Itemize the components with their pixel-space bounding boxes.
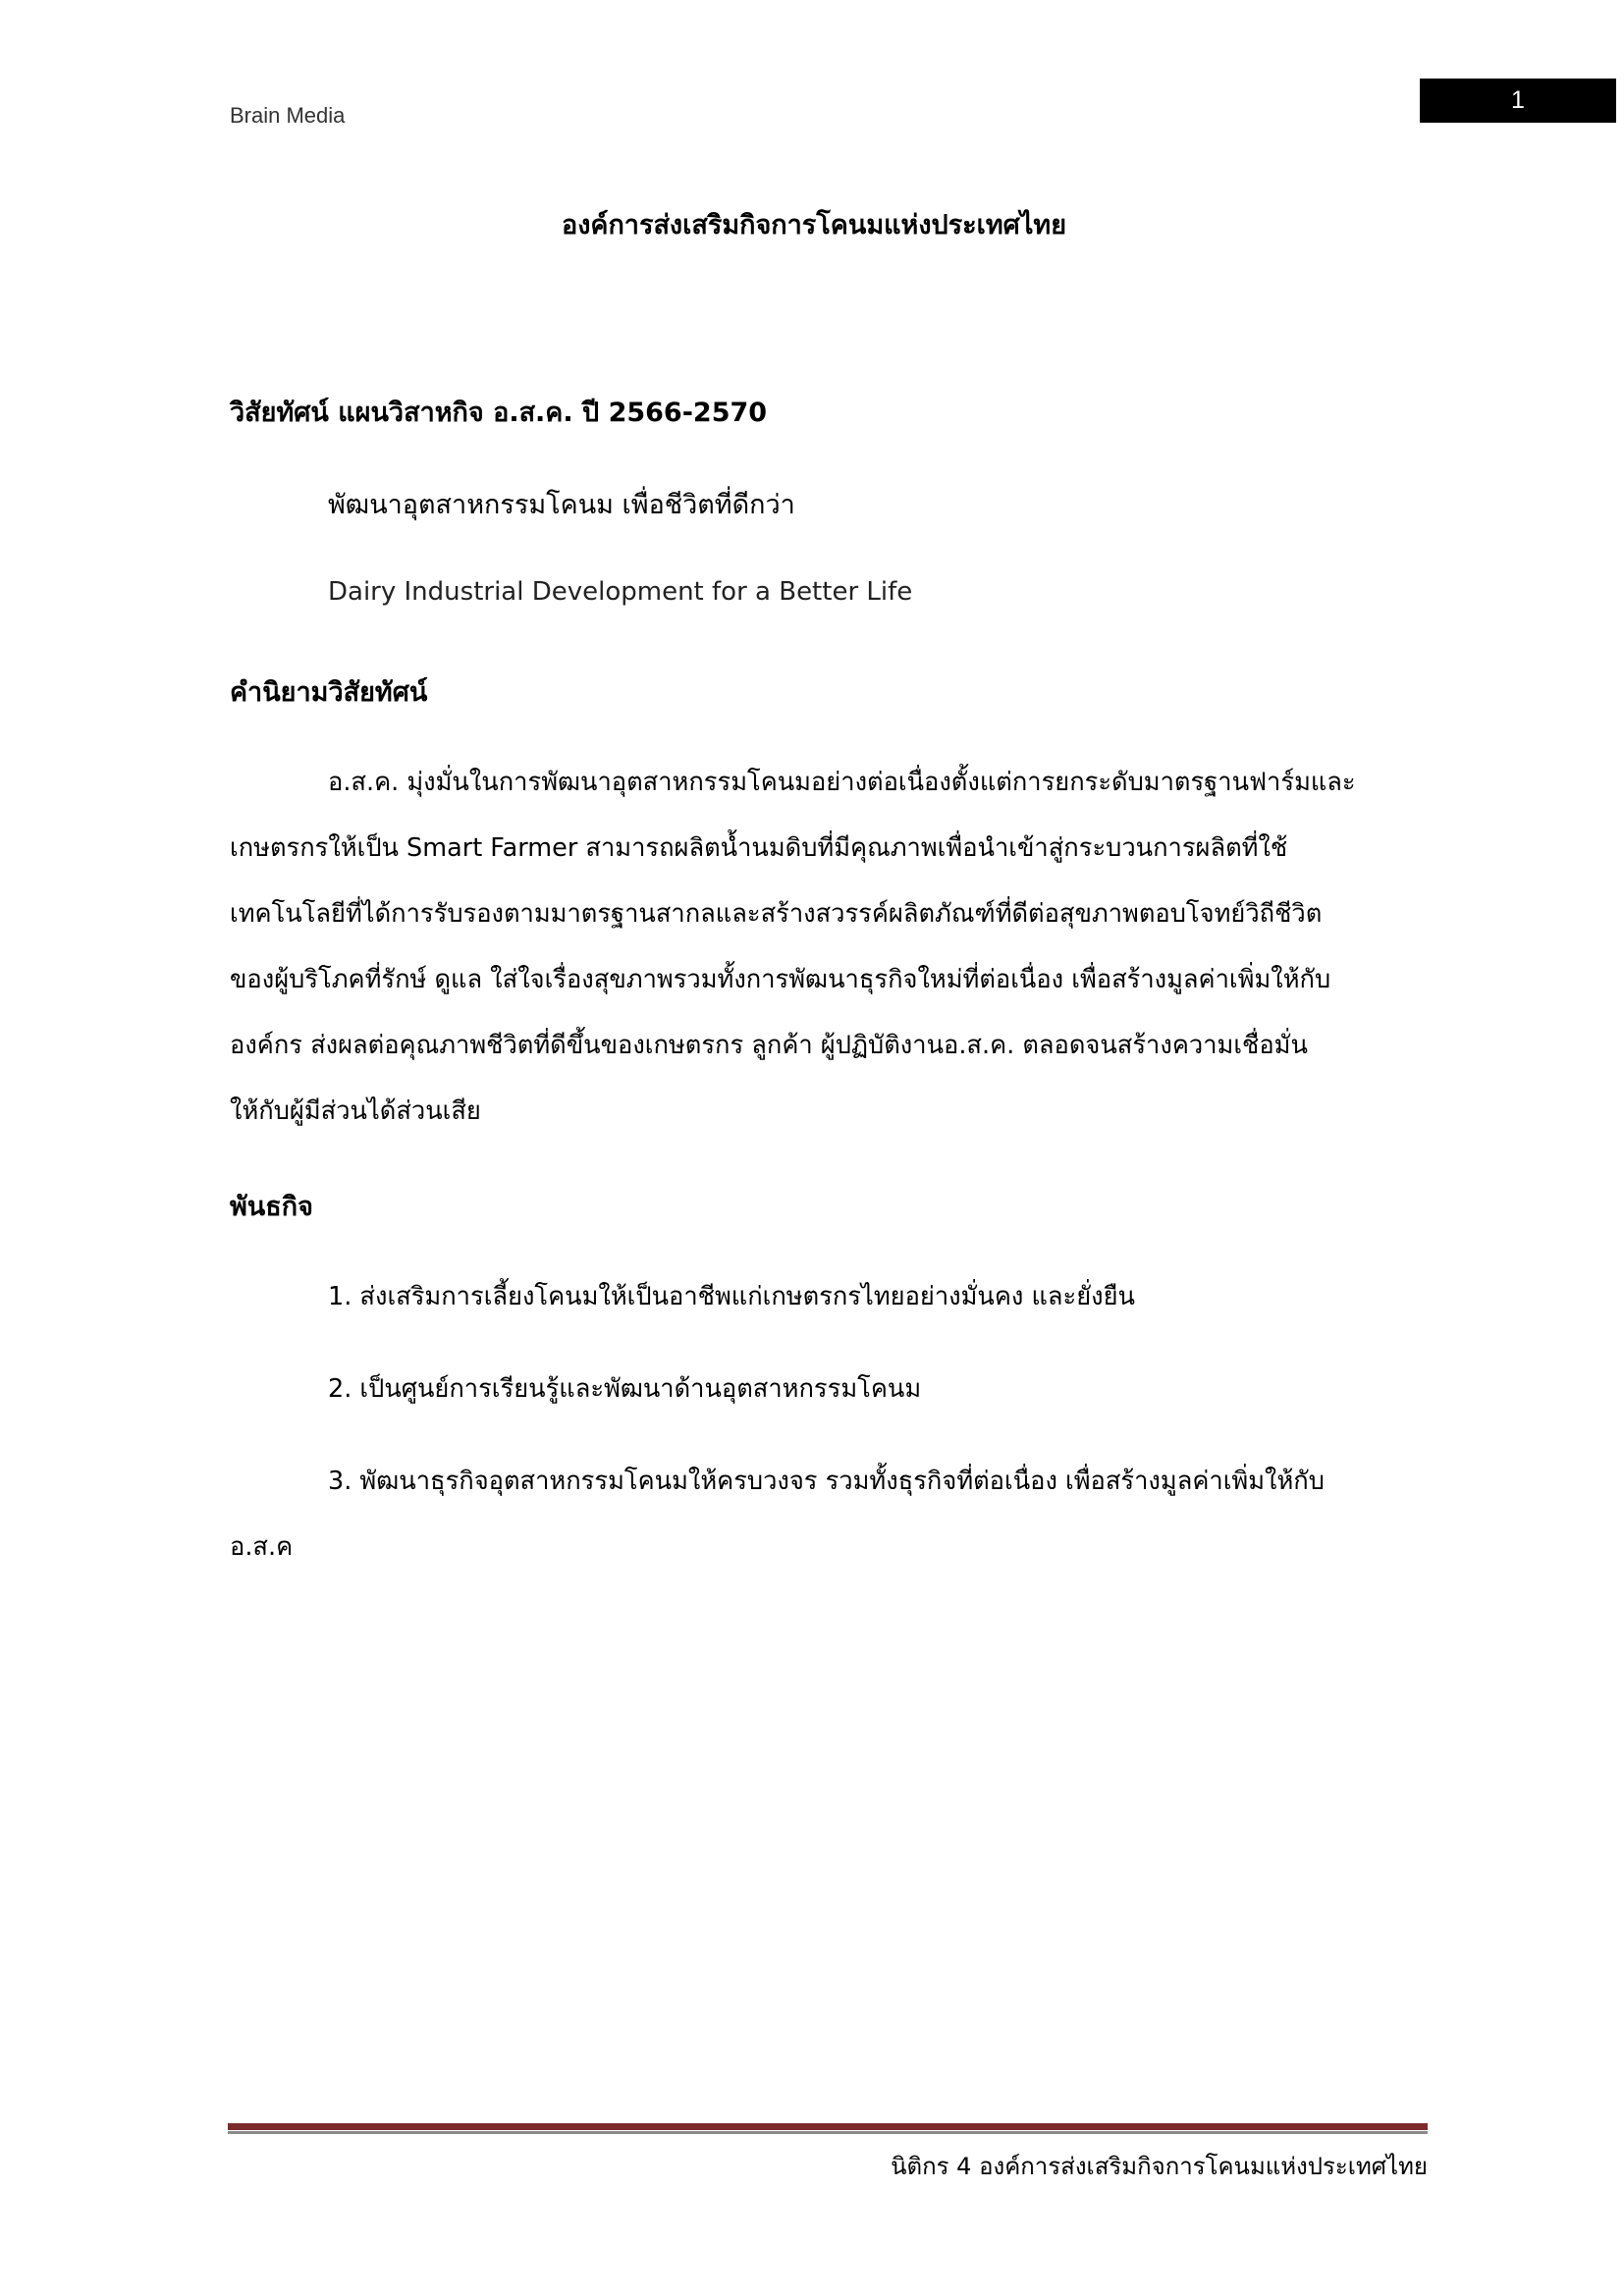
page-number-badge [1420, 79, 1616, 123]
definition-line: เทคโนโลยีที่ได้การรับรองตามมาตรฐานสากลและสร้างสวรรค์ผลิตภัณฑ์ที่ดีต่อสุขภาพตอบโจทย์วิถีชีวิต [230, 899, 1323, 929]
definition-line: เกษตรกรให้เป็น Smart Farmer สามารถผลิตน้ำนมดิบที่มีคุณภาพเพื่อนำเข้าสู่กระบวนการผลิตที่ใช้ [230, 833, 1288, 863]
header-publisher: Brain Media [230, 103, 346, 128]
mission-item-continuation: อ.ส.ค [230, 1532, 294, 1562]
footer-divider [228, 2123, 1428, 2130]
mission-item: 1. ส่งเสริมการเลี้ยงโคนมให้เป็นอาชีพแก่เกษตรกรไทยอย่างมั่นคง และยั่งยืน [328, 1282, 1135, 1311]
definition-heading: คำนิยามวิสัยทัศน์ [230, 677, 428, 708]
footer-divider-shadow [228, 2131, 1428, 2134]
document-title: องค์การส่งเสริมกิจการโคนมแห่งประเทศไทย [561, 210, 1067, 240]
footer-text: นิติกร 4 องค์การส่งเสริมกิจการโคนมแห่งประเทศไทย [891, 2153, 1428, 2180]
vision-thai-statement: พัฒนาอุตสาหกรรมโคนม เพื่อชีวิตที่ดีกว่า [328, 490, 795, 520]
definition-line: ของผู้บริโภคที่รักษ์ ดูแล ใส่ใจเรื่องสุขภาพรวมทั้งการพัฒนาธุรกิจใหม่ที่ต่อเนื่อง เพื่อสร้างมูลค่าเพิ่มให้กับ [230, 965, 1331, 994]
mission-item: 2. เป็นศูนย์การเรียนรู้และพัฒนาด้านอุตสาหกรรมโคนม [328, 1374, 922, 1404]
definition-line: องค์กร ส่งผลต่อคุณภาพชีวิตที่ดีขึ้นของเกษตรกร ลูกค้า ผู้ปฏิบัติงานอ.ส.ค. ตลอดจนสร้างความเชื่อมั่น [230, 1031, 1308, 1060]
mission-item: 3. พัฒนาธุรกิจอุตสาหกรรมโคนมให้ครบวงจร รวมทั้งธุรกิจที่ต่อเนื่อง เพื่อสร้างมูลค่าเพิ่มให้กับ [328, 1467, 1325, 1496]
vision-heading: วิสัยทัศน์ แผนวิสาหกิจ อ.ส.ค. ปี 2566-2570 [230, 398, 768, 428]
vision-english-statement: Dairy Industrial Development for a Better Life [328, 577, 913, 607]
definition-line: อ.ส.ค. มุ่งมั่นในการพัฒนาอุตสาหกรรมโคนมอย่างต่อเนื่องตั้งแต่การยกระดับมาตรฐานฟาร์มและ [328, 768, 1356, 797]
page-number: 1 [1511, 86, 1525, 114]
mission-heading: พันธกิจ [230, 1192, 313, 1222]
definition-line: ให้กับผู้มีส่วนได้ส่วนเสีย [230, 1096, 481, 1126]
